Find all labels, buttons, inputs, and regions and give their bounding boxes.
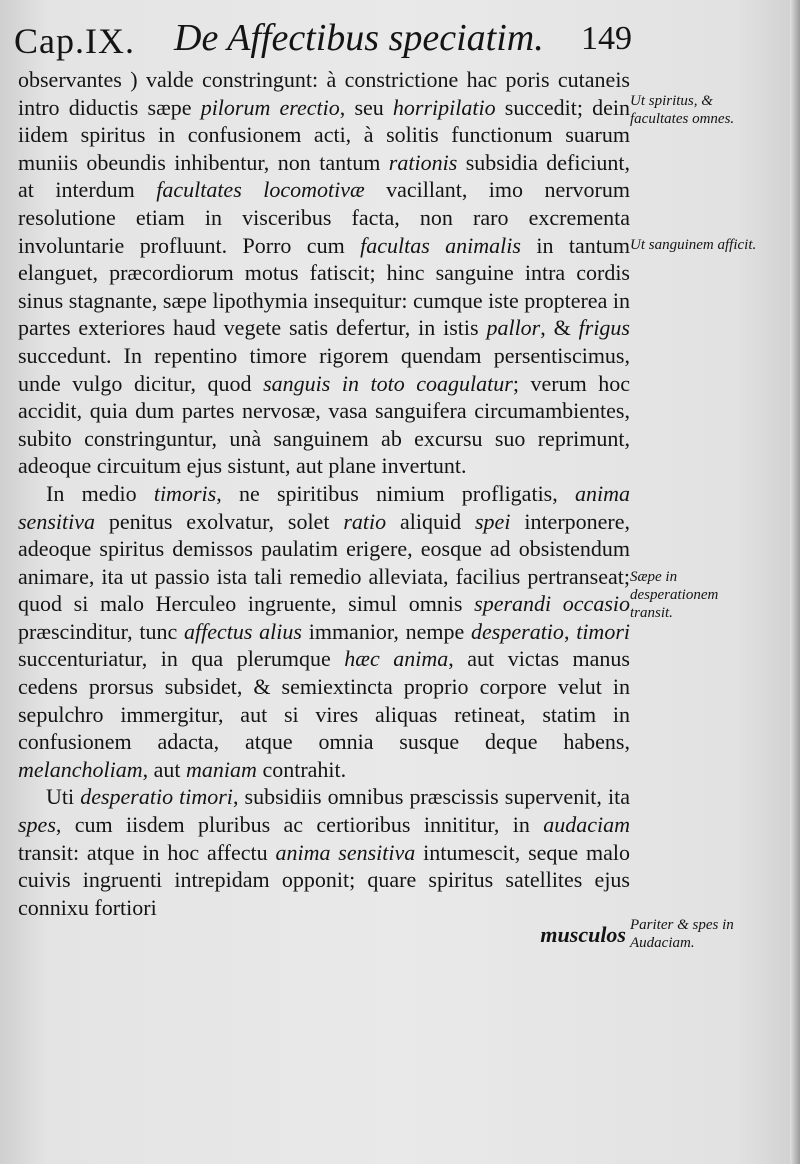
italic-phrase: spes xyxy=(18,812,56,838)
text-run: contrahit. xyxy=(256,756,347,782)
text-run: succenturiatur, in qua plerumque xyxy=(18,646,345,672)
text-run: præscinditur, tunc xyxy=(18,618,184,644)
margin-note-spiritus: Ut spiritus, & facultates omnes. xyxy=(630,93,735,127)
text-run: , & xyxy=(540,315,579,341)
page-header xyxy=(14,14,634,66)
text-run: intumescit, seque malo cuivis ingruenti intrepidam opponit; quare spiritus satellites ejus connixu fortiori xyxy=(18,839,631,920)
paragraph-1 xyxy=(18,66,630,480)
text-run: penitus exolvatur, solet xyxy=(95,508,344,534)
italic-phrase: pallor xyxy=(486,315,541,341)
text-run: , subsidiis omnibus præscissis supervenit, ita xyxy=(232,784,630,810)
italic-phrase: anima sensitiva xyxy=(275,839,416,865)
italic-phrase: audaciam xyxy=(543,812,630,838)
text-run: , aut xyxy=(142,756,187,782)
text-run: Uti xyxy=(46,784,81,810)
italic-phrase: hæc anima xyxy=(344,646,449,672)
text-run: , aut victas manus cedens prorsus subsidet, & semiextincta proprio corpore velut in sepulchro immergitur, aut si vires aliquas retineat, statim in confusionem adacta, atque omnia susque deque habens, xyxy=(18,646,630,755)
text-run: vacillant, imo nervorum resolutione etiam in visceribus facta, non raro excrementa involuntarie profluunt. Porro cum xyxy=(18,177,630,258)
text-run: transit: atque in hoc affectu xyxy=(18,839,276,865)
italic-phrase: facultas animalis xyxy=(360,232,521,258)
italic-phrase: maniam xyxy=(186,756,257,782)
text-run: aliquid xyxy=(386,508,475,534)
margin-note-desperationem: Sæpe in desperationem transit. xyxy=(630,569,719,621)
body-text xyxy=(18,66,630,949)
italic-phrase: timori xyxy=(576,618,630,644)
italic-phrase: sperandi occasio xyxy=(474,591,630,617)
text-run: ; verum hoc accidit, quia dum partes nervosæ, vasa sanguifera circumambientes, subito constringuntur, unà sanguinem ab excursu suo reprimunt, adeoque circuitum ejus sistunt, aut plane invertunt. xyxy=(18,370,630,479)
text-run: , seu xyxy=(339,94,393,120)
text-run: observantes ) valde constringunt: à constrictione hac poris cutaneis intro diductis sæpe xyxy=(18,67,630,120)
paragraph-3 xyxy=(18,783,630,921)
text-run: succedit; dein iidem spiritus in confusionem acti, à solitis functionum suarum muniis obeundis inhibentur, non tantum xyxy=(18,94,630,175)
text-run: , xyxy=(563,618,577,644)
italic-phrase: desperatio xyxy=(471,618,564,644)
italic-phrase: sanguis in toto coagulatur xyxy=(263,370,513,396)
italic-phrase: desperatio timori xyxy=(80,784,233,810)
italic-phrase: spei xyxy=(475,508,511,534)
chapter-label: Cap.IX. xyxy=(14,21,135,61)
italic-phrase: frigus xyxy=(578,315,630,341)
text-run: subsidia deficiunt, at interdum xyxy=(18,149,630,203)
italic-phrase: pilorum erectio xyxy=(200,94,340,120)
text-run: succedunt. In repentino timore rigorem quendam persentiscimus, unde vulgo dicitur, quod xyxy=(18,342,630,396)
text-run: in tantum elanguet, præcordiorum motus fatiscit; hinc sanguine intra cordis sinus stagnante, sæpe lipothymia insequitur: cumque iste propterea in partes exteriores haud vegete satis defertur, in istis xyxy=(18,232,631,341)
running-title: De Affectibus speciatim. xyxy=(174,17,544,59)
italic-phrase: affectus alius xyxy=(184,618,302,644)
italic-phrase: anima sensitiva xyxy=(18,480,630,534)
italic-phrase: melancholiam xyxy=(18,756,143,782)
text-run: interponere, adeoque spiritus demissos paulatim erigere, eosque ad obsistendum animare, ita ut passio ista tali remedio alleviata, facilius pertranseat; quod si malo Herculeo ingruente, simul omnis xyxy=(18,508,631,617)
italic-phrase: facultates locomotivæ xyxy=(156,177,365,203)
italic-phrase: rationis xyxy=(388,149,458,175)
text-run: In medio xyxy=(46,480,154,506)
text-run: , ne spiritibus nimium profligatis, xyxy=(216,480,575,506)
text-run: , cum iisdem pluribus ac certioribus innititur, in xyxy=(55,812,544,838)
text-run: immanior, nempe xyxy=(301,618,472,644)
page-number: 149 xyxy=(581,20,632,57)
catchword: musculos xyxy=(540,922,626,948)
paragraph-2 xyxy=(18,480,630,784)
italic-phrase: ratio xyxy=(343,508,387,534)
page-edge-shadow xyxy=(790,0,800,1164)
margin-note-audaciam: Pariter & spes in Audaciam. xyxy=(630,917,734,951)
margin-note-sanguinem: Ut sanguinem afficit. xyxy=(630,237,757,253)
italic-phrase: timoris xyxy=(153,480,217,506)
italic-phrase: horripilatio xyxy=(392,94,496,120)
